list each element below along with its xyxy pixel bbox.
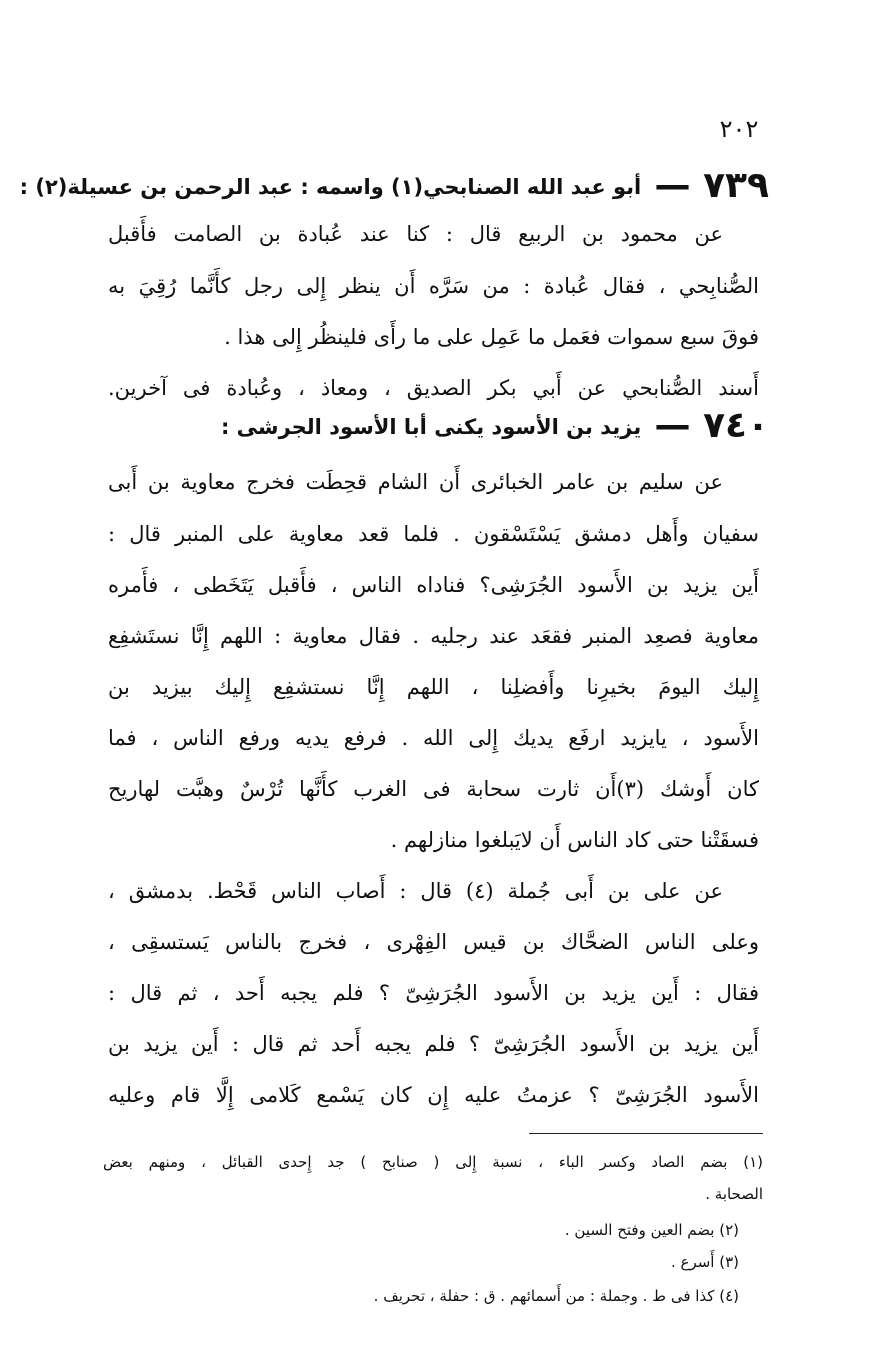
footnote-divider bbox=[529, 1133, 763, 1134]
text-line: فسقَتْنا حتى كاد الناس أَن لايَبلغوا منازلهم . bbox=[390, 828, 759, 852]
entry-number: ٧٤٠ — bbox=[654, 405, 769, 446]
entry-heading-739 bbox=[19, 165, 769, 206]
text-line: كان أَوشك (٣)أَن ثارت سحابة فى الغرب كأَنَّها تُرْسٌ وهبَّت لهاريح bbox=[108, 777, 759, 801]
footnote-line: (٢) بضم العين وفتح السين . bbox=[564, 1221, 739, 1239]
text-line: معاوية فصعِد المنبر فقعَد عند رجليه . فقال معاوية : اللهم إِنَّا نستَشفِع bbox=[108, 624, 759, 648]
entry-heading-740 bbox=[109, 405, 769, 446]
text-line: وعلى الناس الضحَّاك بن قيس الفِهْرى ، فخرج بالناس يَستسقِى ، bbox=[108, 930, 759, 954]
text-line: إِليك اليومَ بخيرِنا وأَفضلِنا ، اللهم إِنَّا نستشفِع إِليك بيزيد بن bbox=[108, 675, 759, 699]
text-line: عن محمود بن الربيع قال : كنا عند عُبادة بن الصامت فأَقبل bbox=[108, 222, 723, 246]
entry-number: ٧٣٩ — bbox=[654, 165, 769, 206]
text-line: الأَسود ، يايزيد ارفَع يديك إِلى الله . فرفع يديه ورفع الناس ، فما bbox=[108, 726, 759, 750]
entry-title: أبو عبد الله الصنابحي(١) واسمه : عبد الرحمن بن عسيلة(٢) : bbox=[19, 175, 642, 199]
text-line: أَين يزيد بن الأَسود الجُرَشِىّ ؟ فلم يجبه أَحد ثم قال : أَين يزيد بن bbox=[108, 1032, 759, 1056]
footnote-line: (١) بضم الصاد وكسر الباء ، نسبة إِلى ( صنابح ) جد إِحدى القبائل ، ومنهم بعض bbox=[103, 1153, 763, 1171]
text-line: أَين يزيد بن الأَسود الجُرَشِى؟ فناداه الناس ، فأَقبل يَتَخَطى ، فأَمره bbox=[108, 573, 759, 597]
text-line: الأَسود الجُرَشِىّ ؟ عزمتُ عليه إِن كان يَسْمع كَلامى إِلَّا قام وعليه bbox=[108, 1083, 759, 1107]
text-line: فوقَ سبع سموات فعَمل ما عَمِل على ما رأَى فلينظُر إِلى هذا . bbox=[224, 325, 759, 349]
text-line: الصُّنابِحي ، فقال عُبادة : من سَرَّه أَن ينظر إِلى رجل كأَنَّما رُقِيَ به bbox=[108, 274, 759, 298]
text-line: عن على بن أَبى جُملة (٤) قال : أَصاب الناس قَحْط. بدمشق ، bbox=[108, 879, 723, 903]
entry-title: يزيد بن الأسود يكنى أبا الأسود الجرشى : bbox=[220, 415, 642, 439]
footnote-line: (٣) أَسرع . bbox=[670, 1253, 739, 1271]
footnote-line: الصحابة . bbox=[705, 1185, 763, 1203]
footnote-line: (٤) كذا فى ط . وجملة : من أَسمائهم . ق : حفلة ، تحريف . bbox=[373, 1287, 739, 1305]
page-number: ٢٠٢ bbox=[719, 115, 759, 143]
text-line: سفيان وأَهل دمشق يَسْتَسْقون . فلما قعد معاوية على المنبر قال : bbox=[108, 522, 759, 546]
text-line: أَسند الصُّنابحي عن أَبي بكر الصديق ، ومعاذ ، وعُبادة فى آخرين. bbox=[108, 376, 759, 400]
text-line: عن سليم بن عامر الخبائرى أَن الشام قحِطَت فخرج معاوية بن أَبى bbox=[108, 470, 723, 494]
text-line: فقال : أَين يزيد بن الأَسود الجُرَشِىّ ؟ فلم يجبه أَحد ، ثم قال : bbox=[108, 981, 759, 1005]
